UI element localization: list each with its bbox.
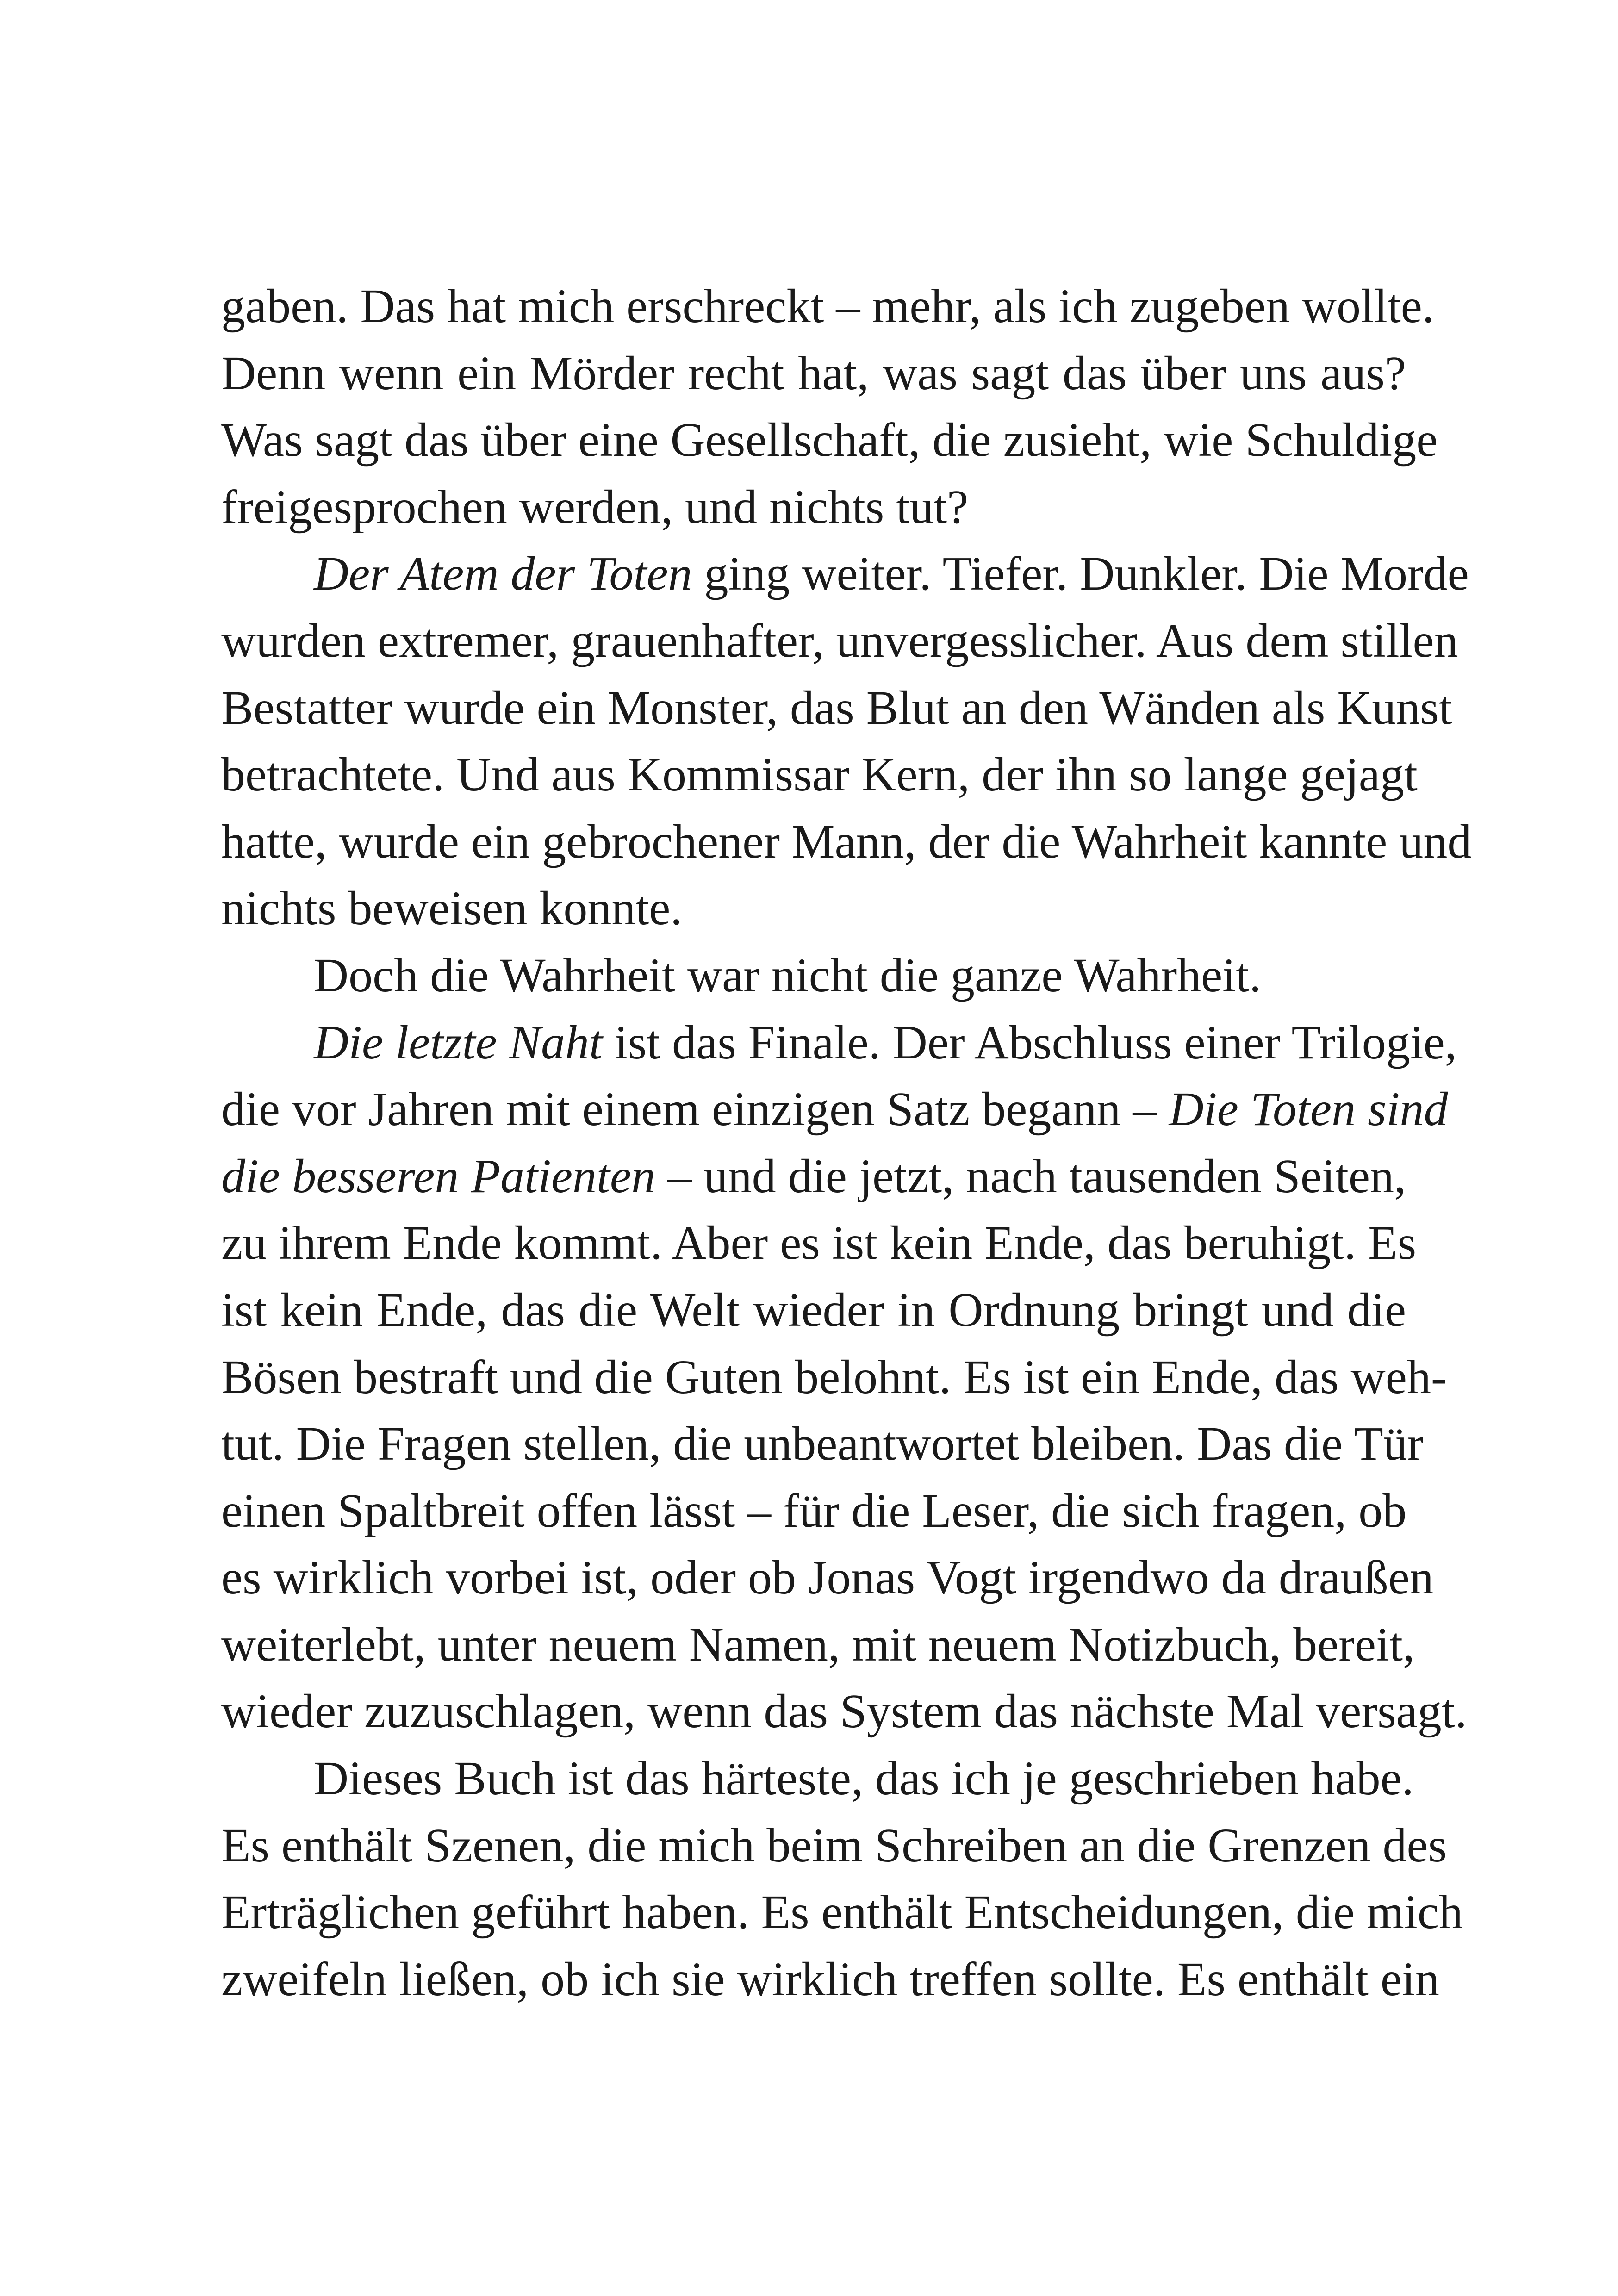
text-segment: Bösen bestraft und die Guten belohnt. Es ist ein Ende, das weh- [221, 1350, 1447, 1404]
paragraph [221, 1009, 1467, 1746]
paragraph [221, 942, 1406, 1009]
text-segment: Bestatter wurde ein Monster, das Blut an den Wänden als Kunst [221, 681, 1452, 734]
text-line [221, 1478, 1406, 1545]
text-line [221, 1076, 1448, 1143]
text-line [221, 1344, 1447, 1411]
text-line [221, 608, 1458, 675]
text-segment: Was sagt das über eine Gesellschaft, die zusieht, wie Schuldige [221, 413, 1438, 467]
text-segment: ist kein Ende, das die Welt wieder in Ordnung bringt und die [221, 1283, 1406, 1337]
text-line [221, 1009, 1457, 1076]
text-line [221, 942, 1406, 1009]
italic-title-text: Der Atem der Toten [314, 547, 692, 601]
text-segment: die vor Jahren mit einem einzigen Satz begann – [221, 1083, 1169, 1136]
text-line [221, 1879, 1463, 1946]
text-segment: Doch die Wahrheit war nicht die ganze Wahrheit. [314, 948, 1262, 1002]
paragraph [221, 273, 1438, 541]
text-segment: gaben. Das hat mich erschreckt – mehr, als ich zugeben wollte. [221, 280, 1434, 333]
text-line [221, 1544, 1434, 1612]
text-line [221, 541, 1469, 608]
text-line [221, 1277, 1406, 1344]
text-line [221, 407, 1438, 474]
text-line [221, 675, 1452, 742]
italic-title-text: Die Toten sind [1169, 1083, 1448, 1136]
text-segment: Denn wenn ein Mörder recht hat, was sagt das über uns aus? [221, 346, 1406, 400]
text-segment: zweifeln ließen, ob ich sie wirklich treffen sollte. Es enthält ein [221, 1952, 1439, 2006]
text-line [221, 1612, 1415, 1679]
text-segment: nichts beweisen konnte. [221, 882, 683, 935]
text-segment: wieder zuzuschlagen, wenn das System das nächste Mal versagt. [221, 1685, 1467, 1738]
text-segment: betrachtete. Und aus Kommissar Kern, der ihn so lange gejagt [221, 748, 1418, 802]
italic-title-text: Die letzte Naht [314, 1015, 603, 1069]
text-segment: Erträglichen geführt haben. Es enthält Entscheidungen, die mich [221, 1885, 1463, 1939]
paragraph [221, 541, 1472, 942]
text-line [221, 340, 1406, 407]
text-line [221, 1678, 1467, 1745]
text-line [221, 1411, 1424, 1478]
text-segment: wurden extremer, grauenhafter, unvergesslicher. Aus dem stillen [221, 614, 1458, 667]
text-segment: es wirklich vorbei ist, oder ob Jonas Vogt irgendwo da draußen [221, 1551, 1434, 1605]
text-line [221, 875, 1406, 942]
text-segment: Dieses Buch ist das härteste, das ich je geschrieben habe. [314, 1752, 1414, 1805]
text-segment: zu ihrem Ende kommt. Aber es ist kein Ende, das beruhigt. Es [221, 1216, 1417, 1270]
paragraph [221, 1745, 1463, 2013]
text-line [221, 741, 1418, 809]
text-segment: weiterlebt, unter neuem Namen, mit neuem Notizbuch, bereit, [221, 1618, 1415, 1671]
text-line [221, 1210, 1417, 1277]
text-segment: einen Spaltbreit offen lässt – für die Leser, die sich fragen, ob [221, 1484, 1407, 1537]
text-segment: – und die jetzt, nach tausenden Seiten, [655, 1149, 1406, 1203]
text-segment: tut. Die Fragen stellen, die unbeantwortet bleiben. Das die Tür [221, 1417, 1424, 1471]
text-segment: hatte, wurde ein gebrochener Mann, der die Wahrheit kannte und [221, 815, 1472, 868]
text-line [221, 273, 1434, 340]
italic-title-text: die besseren Patienten [221, 1149, 656, 1203]
text-line [221, 809, 1472, 876]
text-segment: freigesprochen werden, und nichts tut? [221, 480, 969, 534]
text-line [221, 1143, 1406, 1210]
text-segment: ist das Finale. Der Abschluss einer Trilogie, [602, 1015, 1457, 1069]
text-line [221, 1946, 1439, 2013]
body-text [221, 273, 1472, 2013]
text-line [221, 1812, 1447, 1879]
text-segment: Es enthält Szenen, die mich beim Schreiben an die Grenzen des [221, 1818, 1447, 1872]
text-line [221, 474, 1406, 541]
text-segment: ging weiter. Tiefer. Dunkler. Die Morde [692, 547, 1469, 601]
text-line [221, 1745, 1414, 1812]
